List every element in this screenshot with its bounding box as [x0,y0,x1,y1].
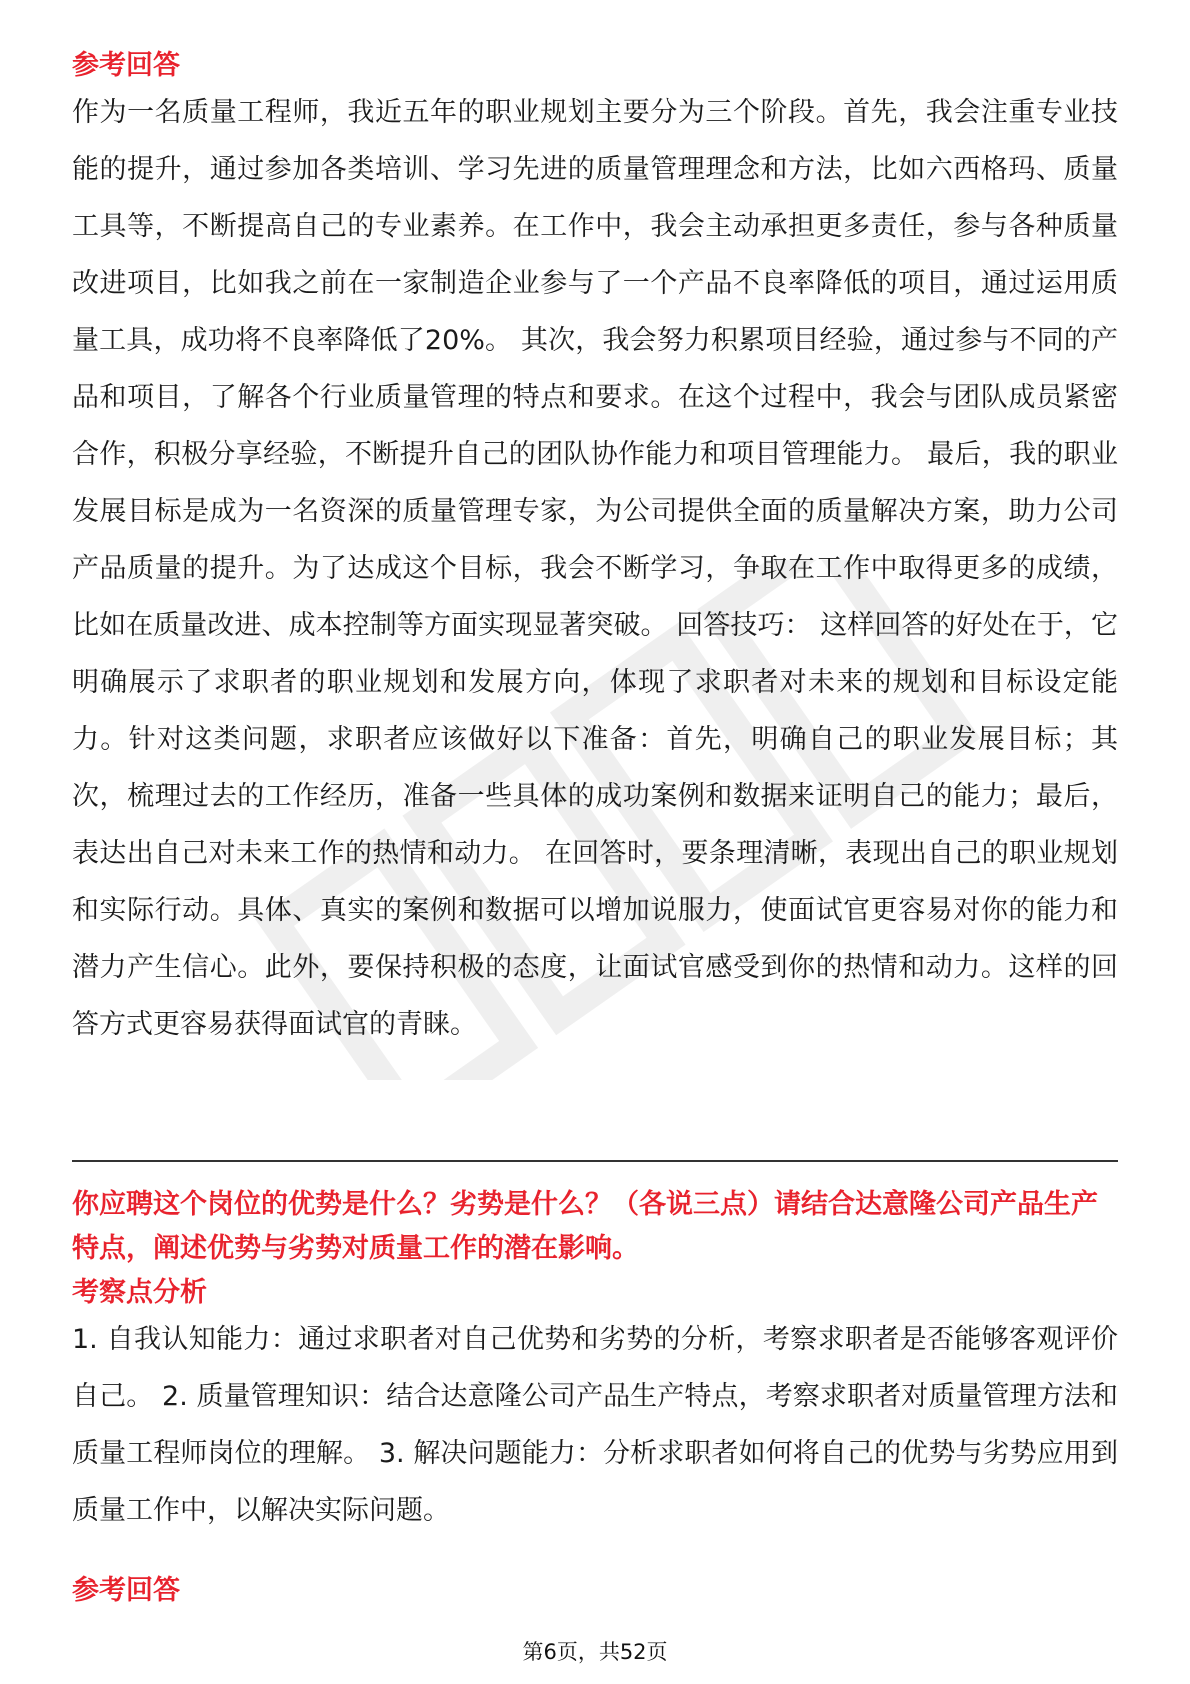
reference-answer-paragraph: 作为一名质量工程师，我近五年的职业规划主要分为三个阶段。首先，我会注重专业技能的提升，通过参加各类培训、学习先进的质量管理理念和方法，比如六西格玛、质量工具等，不断提高自己的专业素养。在工作中，我会主动承担更多责任，参与各种质量改进项目，比如我之前在一家制造企业参与了一个产品不良率降低的项目，通过运用质量工具，成功将不良率降低了20%。 其次，我会努力积累项目经验，通过参与不同的产品和项目，了解各个行业质量管理的特点和要求。在这个过程中，我会与团队成员紧密合作，积极分享经验，不断提升自己的团队协作能力和项目管理能力。 最后，我的职业发展目标是成为一名资深的质量管理专家，为公司提供全面的质量解决方案，助力公司产品质量的提升。为了达成这个目标，我会不断学习，争取在工作中取得更多的成绩，比如在质量改进、成本控制等方面实现显著突破。 回答技巧： 这样回答的好处在于，它明确展示了求职者的职业规划和发展方向，体现了求职者对未来的规划和目标设定能力。针对这类问题，求职者应该做好以下准备：首先，明确自己的职业发展目标；其次，梳理过去的工作经历，准备一些具体的成功案例和数据来证明自己的能力；最后，表达出自己对未来工作的热情和动力。 在回答时，要条理清晰，表现出自己的职业规划和实际行动。具体、真实的案例和数据可以增加说服力，使面试官更容易对你的能力和潜力产生信心。此外，要保持积极的态度，让面试官感受到你的热情和动力。这样的回答方式更容易获得面试官的青睐。 [72,97,1118,1040]
reference-answer-heading: 参考回答 [72,50,180,81]
page-number: 第6页，共52页 [522,1640,668,1664]
analysis-paragraph: 1. 自我认知能力：通过求职者对自己优势和劣势的分析，考察求职者是否能够客观评价自己。 2. 质量管理知识：结合达意隆公司产品生产特点，考察求职者对质量管理方法和质量工程师岗位的理解。 3. 解决问题能力：分析求职者如何将自己的优势与劣势应用到质量工作中，以解决实际问题。 [72,1324,1118,1526]
analysis-heading: 考察点分析 [72,1277,207,1308]
interview-question: 你应聘这个岗位的优势是什么？劣势是什么？（各说三点）请结合达意隆公司产品生产特点，阐述优势与劣势对质量工作的潜在影响。 [72,1189,1098,1264]
section-divider [72,1160,1118,1162]
reference-answer-heading-2: 参考回答 [72,1575,180,1606]
